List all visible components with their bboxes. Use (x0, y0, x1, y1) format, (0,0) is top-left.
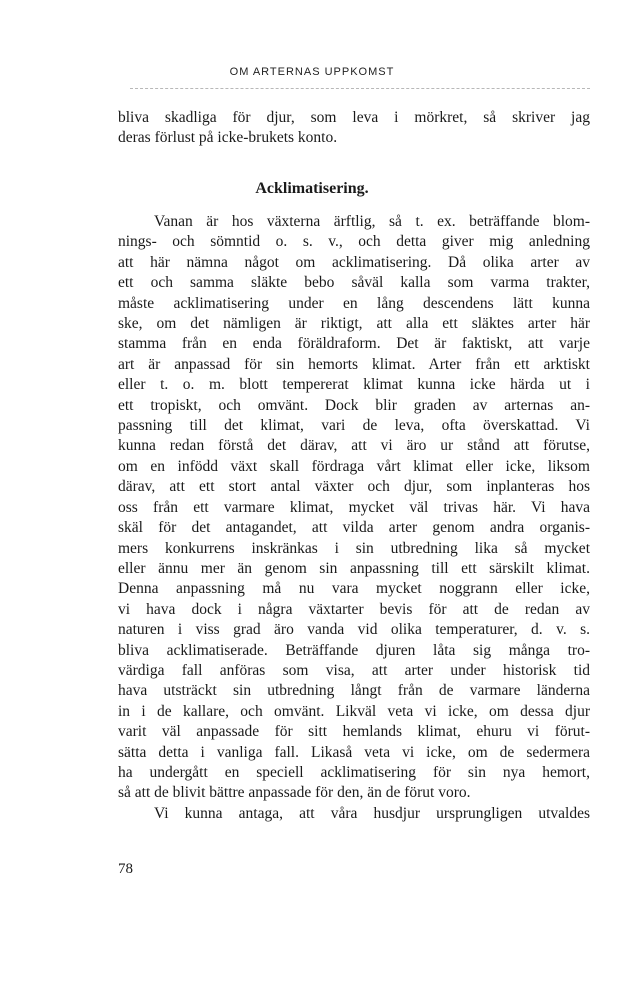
text-line: mers konkurrens inskränkas i sin utbredning lika så mycket (118, 539, 590, 557)
text-line: ett och samma släkte bebo såväl kalla som varma trakter, (118, 274, 590, 292)
text-line: deras förlust på icke-brukets konto. (118, 129, 338, 147)
text-line: vi hava dock i några växtarter bevis för att de redan av (118, 600, 590, 618)
text-line: ha undergått en speciell acklimatisering för sin nya hemort, (118, 763, 590, 781)
text-line: naturen i viss grad äro vanda vid olika temperaturer, d. v. s. (118, 621, 590, 639)
text-line: nings- och sömntid o. s. v., och detta giver mig anledning (118, 233, 590, 251)
intro-paragraph (118, 108, 590, 149)
text-line: in i de kallare, och omvänt. Likväl veta vi icke, om dessa djur (118, 702, 590, 720)
text-line: stamma från en enda föräldraform. Det är faktiskt, att varje (118, 335, 590, 353)
text-line: art är anpassad för sin hemorts klimat. Arter från ett arktiskt (118, 355, 590, 373)
text-line: ske, om det nämligen är riktigt, att alla ett släktes arter här (118, 315, 590, 333)
text-line: sätta detta i vanliga fall. Likaså veta vi icke, om de sedermera (118, 743, 590, 761)
text-line: ett tropiskt, och omvänt. Dock blir graden av arternas an- (118, 396, 590, 414)
section-heading: Acklimatisering. (255, 180, 369, 197)
text-line: passning till det klimat, vari de leva, ofta överskattad. Vi (118, 417, 590, 435)
text-line: eller t. o. m. blott tempererat klimat kunna icke härda ut i (118, 376, 590, 394)
text-line: varit väl anpassade för sitt hemlands klimat, ehuru vi förut- (118, 723, 590, 741)
text-line: Vi kunna antaga, att våra husdjur ursprungligen utvaldes (154, 804, 590, 822)
text-line: Denna anpassning må nu vara mycket noggrann eller icke, (118, 580, 590, 598)
text-line: kunna redan förstå det därav, att vi äro ur stånd att förutse, (118, 437, 590, 455)
text-line: bliva acklimatiserade. Beträffande djuren låta sig många tro- (118, 641, 590, 659)
page-number: 78 (118, 861, 133, 877)
text-line: skäl för det antagandet, att vilda arter genom andra organis- (118, 519, 590, 537)
header-divider (130, 88, 590, 89)
text-line: måste acklimatisering under en lång descendens lätt kunna (118, 294, 590, 312)
text-line: om en infödd växt skall fördraga vårt klimat eller icke, liksom (118, 457, 590, 475)
text-line: därav, att ett stort antal växter och djur, som inplanteras hos (118, 478, 590, 496)
text-line: värdiga fall anföras som visa, att arter under historisk tid (118, 661, 590, 679)
running-head-title: OM ARTERNAS UPPKOMST (229, 66, 395, 78)
text-line: så att de blivit bättre anpassade för den, än de förut voro. (118, 784, 471, 802)
text-line: oss från ett varmare klimat, mycket väl trivas här. Vi hava (118, 498, 590, 516)
body-paragraph (118, 212, 590, 824)
text-line: eller ännu mer än genom sin anpassning till ett särskilt klimat. (118, 559, 590, 577)
text-line: att här nämna något om acklimatisering. Då olika arter av (118, 253, 590, 271)
text-line: Vanan är hos växterna ärftlig, så t. ex. beträffande blom- (154, 213, 590, 230)
text-line: hava utsträckt sin utbredning långt från de varmare länderna (118, 682, 590, 700)
text-line: bliva skadliga för djur, som leva i mörkret, så skriver jag (118, 109, 590, 126)
